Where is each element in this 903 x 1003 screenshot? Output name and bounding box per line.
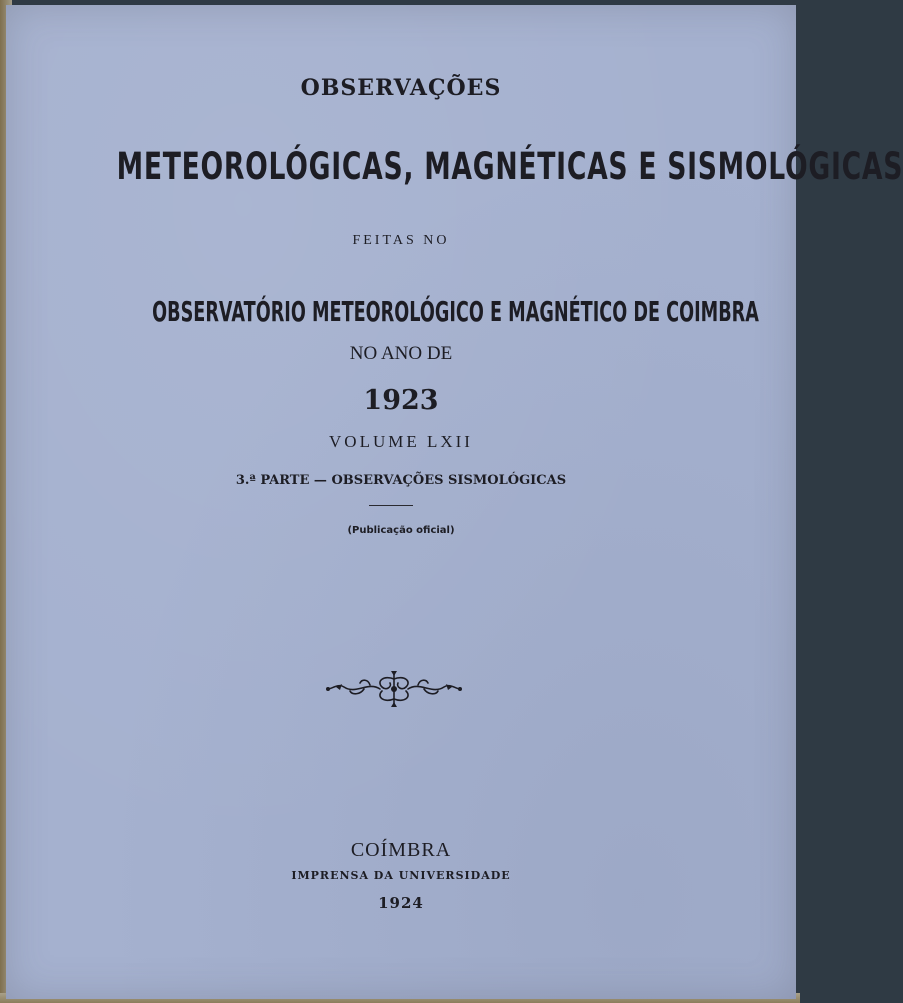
publication-city: COÍMBRA	[350, 839, 452, 861]
made-at-label: FEITAS NO	[352, 233, 450, 248]
book-cover	[6, 5, 903, 999]
fleuron-ornament-icon	[324, 669, 464, 709]
main-title: METEOROLÓGICAS, MAGNÉTICAS E SISMOLÓGICAS	[116, 145, 903, 188]
publication-note: (Publicação oficial)	[347, 525, 455, 536]
observation-year: 1923	[363, 385, 439, 416]
series-title: OBSERVAÇÕES	[300, 75, 502, 101]
volume-number: VOLUME LXII	[329, 432, 473, 451]
divider-rule	[369, 505, 413, 506]
year-intro: NO ANO DE	[349, 343, 453, 364]
publisher-name: IMPRENSA DA UNIVERSIDADE	[291, 869, 511, 882]
publication-year: 1924	[378, 894, 424, 912]
part-title: 3.ª PARTE — OBSERVAÇÕES SISMOLÓGICAS	[235, 473, 567, 488]
institution-name: OBSERVATÓRIO METEOROLÓGICO E MAGNÉTICO DE COIMBRA	[152, 295, 759, 328]
